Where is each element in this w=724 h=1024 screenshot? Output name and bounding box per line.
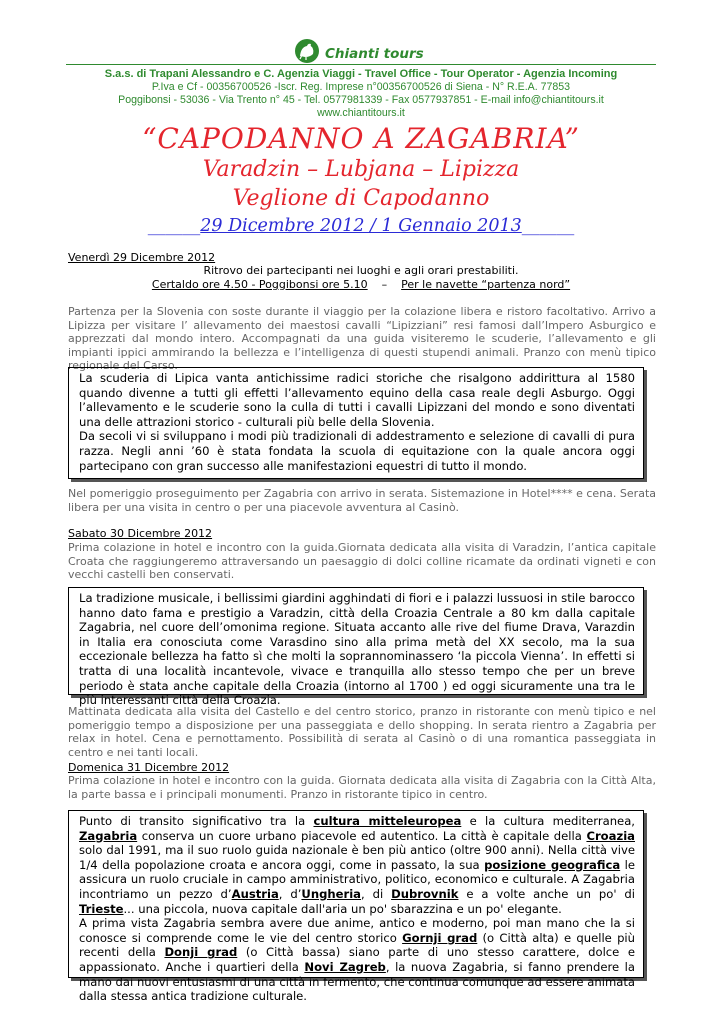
company-info (66, 68, 656, 120)
rooster-icon (291, 38, 323, 64)
lipica-box-p1: La scuderia di Lipica vanta antichissime radici storiche che risalgono addirittura al 1580 quando divenne a tutti gli effetti l’allevamento equino della casa reale degli Asburgo. Oggi l’allevamento e le scuderie sono la culla di tutti i cavalli Lipizzani del mondo e sono diventati una delle attrazioni storico - culturali più belle della Slovenia. (79, 371, 635, 429)
keyword: Austria (231, 886, 279, 901)
header-rule (66, 64, 656, 65)
company-website: www.chiantitours.it (317, 107, 405, 119)
keyword: Dubrovnik (391, 886, 459, 901)
keyword: Trieste (79, 901, 124, 916)
dates: 29 Dicembre 2012 / 1 Gennaio 2013 (200, 216, 522, 236)
logo-text: Chianti tours (325, 46, 424, 62)
zagabria-info-box (68, 810, 644, 1004)
day1-heading: Venerdì 29 Dicembre 2012 (68, 251, 216, 264)
keyword: cultura mitteleuropea (313, 814, 462, 828)
lipica-info-box (68, 367, 644, 479)
meeting-line: Ritrovo dei partecipanti nei luoghi e agli orari prestabiliti. (203, 264, 519, 277)
day1-paragraph-1: Partenza per la Slovenia con soste durante il viaggio per la colazione libera e ristoro facoltativo. Arrivo a Lipizza per visitare l’ allevamento dei maestosi cavalli “Lipizziani” resi famosi dall’Impero Asburgico e apprezzati dal mondo intero. Accompagnati da una guida visiteremo le scuderie, l’allevamento e gli impianti ippici ammirando la bellezza e l’intelligenza di questi stupendi animali. Pranzo con menù tipico regionale del Carso. (68, 305, 656, 373)
departure-times-text: Certaldo ore 4.50 - Poggibonsi ore 5.10 (151, 278, 368, 291)
shuttle-note: Per le navette “partenza nord” (401, 278, 571, 291)
keyword: Zagabria (79, 828, 138, 843)
day2-paragraph-1: Prima colazione in hotel e incontro con la guida.Giornata dedicata alla visita di Varadzin, l’antica capitale Croata che raggiungeremo attraversando un paesaggio di dolci colline ricamate da ordinati vigneti e con vecchi castelli ben conservati. (68, 541, 656, 582)
varadzin-box-text: La tradizione musicale, i bellissimi giardini agghindati di fiori e i palazzi lussuosi in stile barocco hanno dato fama e prestigio a Varadzin, città della Croazia Centrale a 80 km dalla capitale Zagabria, nel cuore dell’omonima regione. Situata accanto alle rive del fiume Drava, Varazdin in Italia era conosciuta come Varasdino sino alla prima metà del XX secolo, ma la sua eccezionale bellezza ha fatto sì che molti la soprannominassero ‘la piccola Vienna’. In effetti si tratta di una località incantevole, vivace e tranquilla allo stesso tempo che per un breve periodo è stata anche capitale della Croazia (intorno al 1700 ) ed oggi sicuramente una tra le più interessanti città della Croazia. (79, 591, 635, 708)
dates-line (66, 216, 656, 236)
company-line-1: S.a.s. di Trapani Alessandro e C. Agenzia Viaggi - Travel Office - Tour Operator - Agenzia Incoming (104, 68, 618, 80)
day3-paragraph-1: Prima colazione in hotel e incontro con la guida. Giornata dedicata alla visita di Zagabria con la Città Alta, la parte bassa e i principali monumenti. Pranzo in ristorante tipico in centro. (68, 774, 656, 801)
keyword: Novi Zagreb (304, 959, 386, 974)
dates-trail-rule: ______ (521, 216, 575, 236)
day3-heading: Domenica 31 Dicembre 2012 (68, 761, 230, 774)
day2-paragraph-2: Mattinata dedicata alla visita del Castello e del centro storico, pranzo in ristorante con menù tipico e nel pomeriggio tempo a disposizione per una passeggiata e dello shopping. In serata rientro a Zagabria per relax in hotel. Cena e pernottamento. Possibilità di serata al Casinò o di una romantica passeggiata in centro e nei tanti locali. (68, 705, 656, 759)
cities-subtitle: Varadzin – Lubjana – Lipizza (202, 157, 520, 182)
lipica-box-p2: Da secoli vi si sviluppano i modi più tradizionali di addestramento e selezione di cavalli di pura razza. Negli anni ’60 è stata fondata la scuola di equitazione con la quale ancora oggi partecipano con gran successo alle manifestazioni equestri di tutto il mondo. (79, 429, 635, 473)
chianti-tours-logo (291, 38, 431, 64)
keyword: Ungheria (301, 886, 362, 901)
main-title: “CAPODANNO A ZAGABRIA” (142, 122, 580, 155)
event-subtitle: Veglione di Capodanno (232, 186, 490, 211)
keyword: Gornji grad (402, 930, 478, 945)
varadzin-info-box (68, 587, 644, 708)
day1-paragraph-2: Nel pomeriggio proseguimento per Zagabria con arrivo in serata. Sistemazione in Hotel**** e cena. Serata libera per una visita in centro o per una piacevole avventura al Casinò. (68, 487, 656, 514)
day2-heading: Sabato 30 Dicembre 2012 (68, 527, 213, 540)
dates-lead-rule: ______ (147, 216, 201, 236)
keyword: Croazia (586, 828, 635, 843)
company-line-3: Poggibonsi - 53036 - Via Trento n° 45 - Tel. 0577981339 - Fax 0577937851 - E-mail info@chiantitours.it (118, 94, 604, 106)
departure-times (66, 278, 656, 291)
dash: – (381, 278, 388, 291)
zagabria-box-p1: Punto di transito significativo tra la cultura mitteleuropea e la cultura mediterranea, Zagabria conserva un cuore urbano piacevole ed autentico. La città è capitale della Croazia solo dal 1991, ma il suo ruolo guida nazionale è ben più antico (oltre 900 anni). Nella città vive 1/4 della popolazione croata e ancora oggi, come in passato, la sua posizione geografica le assicura un ruolo cruciale in campo amministrativo, politico, economico e culturale. A Zagabria incontriamo un pezzo d’Austria, d’Ungheria, di Dubrovnik e a volte anche un po' di Trieste... una piccola, nuova capitale dall'aria un po' sbarazzina e un po' elegante. (79, 814, 635, 916)
company-line-2: P.Iva e Cf - 00356700526 -Iscr. Reg. Imprese n°00356700526 di Siena - N° R.E.A. 77853 (151, 81, 571, 93)
zagabria-box-p2: A prima vista Zagabria sembra avere due anime, antico e moderno, poi man mano che la si conosce si comprende come le vie del centro storico Gornji grad (o Città alta) e quelle più recenti della Donji grad (o Città bassa) siano parte di uno stesso carattere, dolce e appassionato. Anche i quartieri della Novi Zagreb, la nuova Zagabria, si fanno prendere la mano dai nuovi entusiasmi di una città in fermento, che continua comunque ad essere animata dalla stessa antica tradizione culturale. (79, 916, 636, 1004)
keyword: Donji grad (164, 945, 238, 960)
document-page (66, 0, 656, 1024)
keyword: posizione geografica (484, 857, 621, 872)
